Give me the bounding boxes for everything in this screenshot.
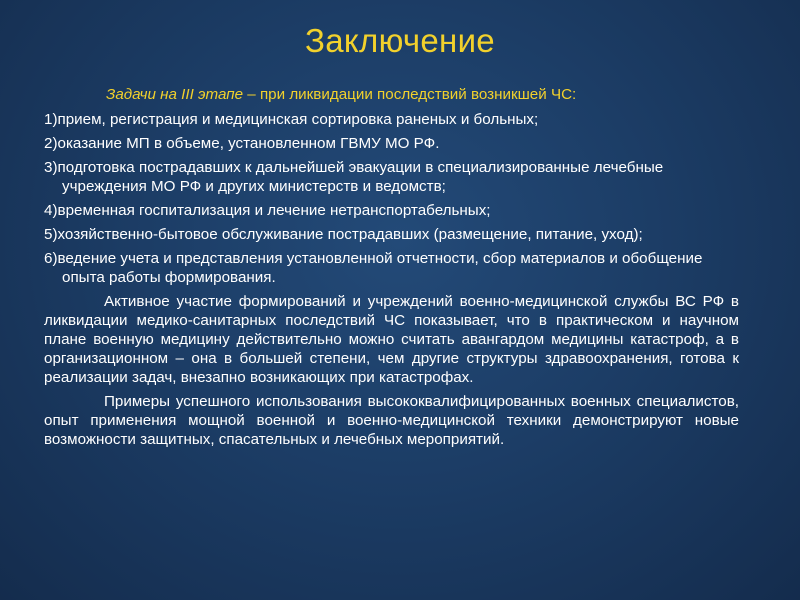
task-item-2: 2)оказание МП в объеме, установленном ГВМУ МО РФ. (44, 135, 440, 152)
slide-content (44, 85, 739, 454)
tasks-heading-emphasis: Задачи на III этапе (106, 86, 244, 103)
tasks-heading (44, 85, 739, 104)
task-item-5: 5)хозяйственно-бытовое обслуживание пострадавших (размещение, питание, уход); (44, 226, 643, 243)
task-item-4: 4)временная госпитализация и лечение нетранспортабельных; (44, 202, 491, 219)
slide-title: Заключение (305, 22, 495, 59)
conclusion-paragraph-1: Активное участие формирований и учреждений военно-медицинской службы ВС РФ в ликвидации медико-санитарных последствий ЧС показывает, что в практическом и научном плане военную медицину действительно можно считать авангардом медицины катастроф, а в организационном – она в большей степени, чем другие структуры здравоохранения, готова к реализации задач, внезапно возникающих при катастрофах. (44, 293, 739, 386)
tasks-list (44, 110, 739, 287)
tasks-heading-rest: – при ликвидации последствий возникшей ЧС: (243, 86, 577, 103)
task-item-6: 6)ведение учета и представления установленной отчетности, сбор материалов и обобщение опыта работы формирования. (44, 250, 703, 286)
conclusion-paragraph-2: Примеры успешного использования высококвалифицированных военных специалистов, опыт применения мощной военной и военно-медицинской техники демонстрируют новые возможности защитных, спасательных и лечебных мероприятий. (44, 393, 739, 448)
task-item-3: 3)подготовка пострадавших к дальнейшей эвакуации в специализированные лечебные учреждения МО РФ и других министерств и ведомств; (44, 159, 664, 195)
task-item-1: 1)прием, регистрация и медицинская сортировка раненых и больных; (44, 111, 539, 128)
